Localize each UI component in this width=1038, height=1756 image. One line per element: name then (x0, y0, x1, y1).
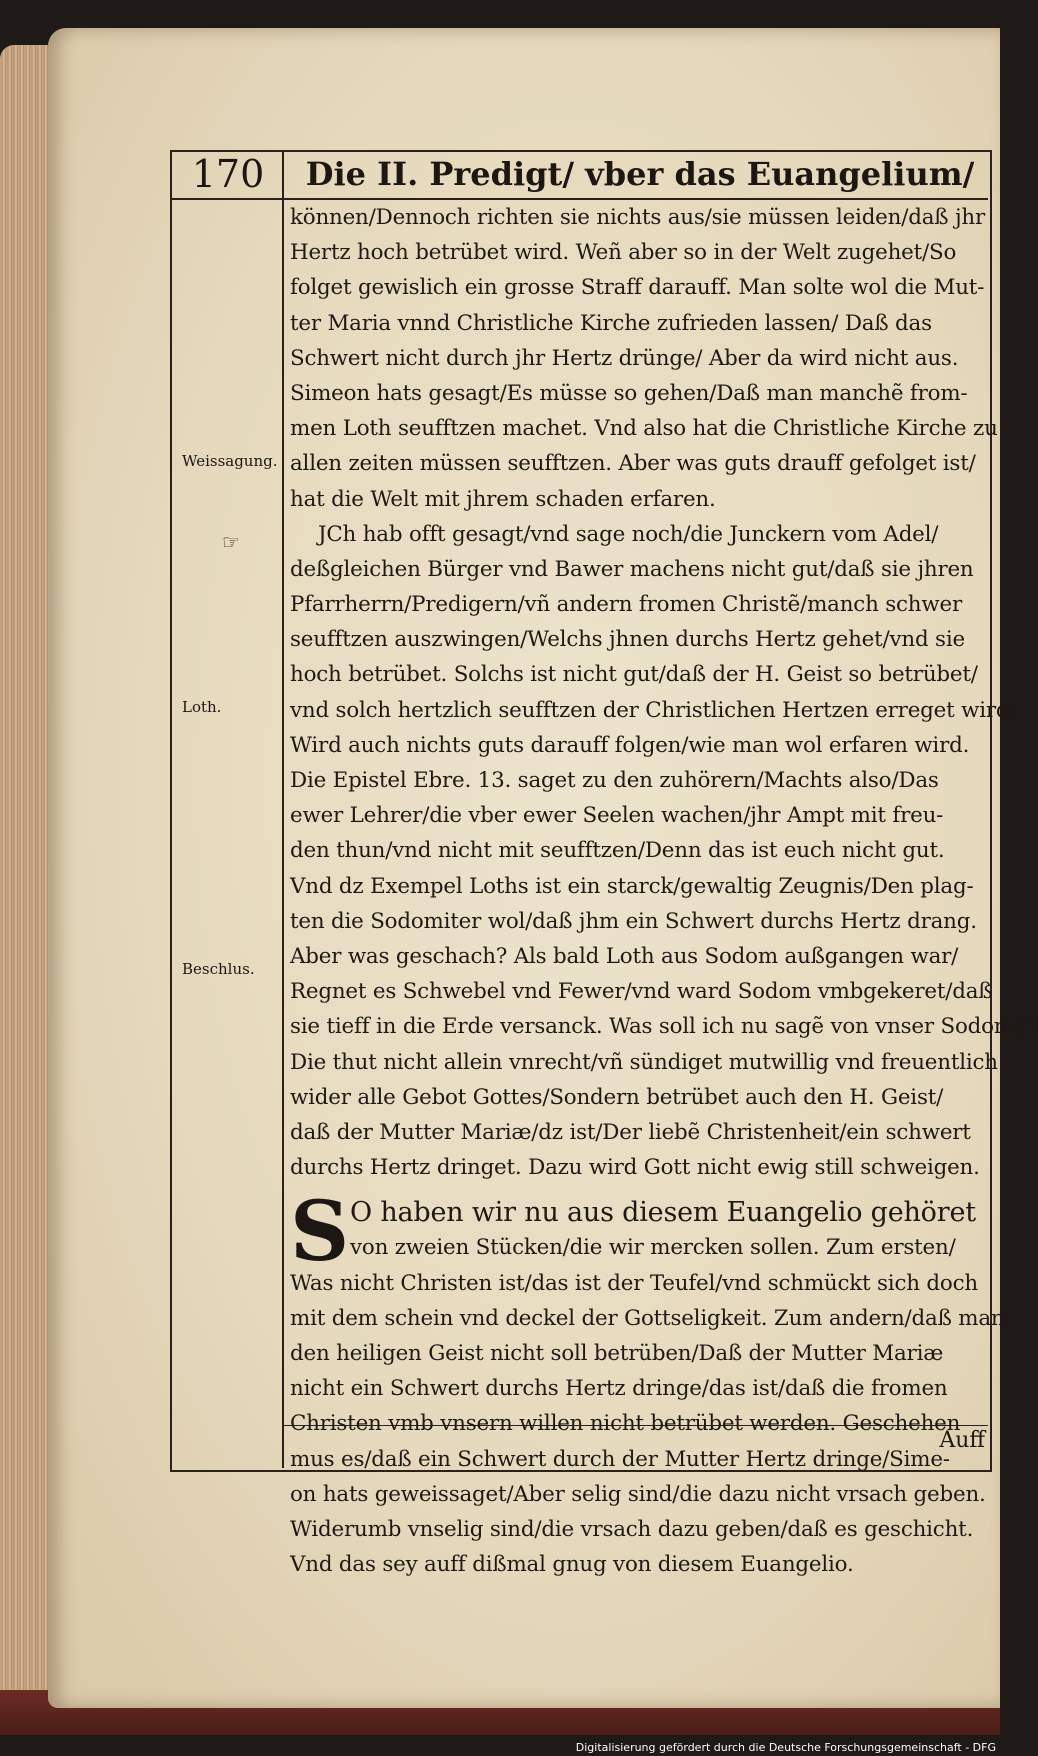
page-number: 170 (191, 152, 265, 196)
text-line: hat die Welt mit jhrem schaden erfaren. (290, 486, 716, 512)
marginal-note-loth: Loth. (182, 698, 222, 716)
text-line: O haben wir nu aus diesem Euangelio gehöret (350, 1197, 976, 1229)
text-line: durchs Hertz dringet. Dazu wird Gott nicht ewig still schweigen. (290, 1155, 980, 1181)
text-line: hoch betrübet. Solchs ist nicht gut/daß der H. Geist so betrübet/ (290, 662, 978, 688)
text-line: Was nicht Christen ist/das ist der Teufel/vnd schmückt sich doch (290, 1270, 978, 1296)
text-line: daß der Mutter Mariæ/dz ist/Der liebẽ Christenheit/ein schwert (290, 1119, 971, 1145)
text-line: Die thut nicht allein vnrecht/vñ sündiget mutwillig vnd freuentlich (290, 1049, 998, 1075)
margin-divider (282, 198, 284, 1468)
text-line: den thun/vnd nicht mit seufftzen/Denn das ist euch nicht gut. (290, 838, 945, 864)
text-line: Vnd dz Exempel Loths ist ein starck/gewaltig Zeugnis/Den plag- (290, 873, 974, 899)
paragraph-gap (290, 1185, 980, 1195)
text-line: sie tieff in die Erde versanck. Was soll ich nu sagẽ von vnser Sodoma? (290, 1014, 1038, 1040)
body-text (290, 200, 1038, 1582)
text-line: den heiligen Geist nicht soll betrüben/Daß der Mutter Mariæ (290, 1341, 944, 1366)
text-line: nicht ein Schwert durchs Hertz dringe/das ist/daß die fromen (290, 1376, 948, 1402)
catchword: Auff (939, 1428, 985, 1453)
text-line: Christen vmb vnsern willen nicht betrübet werden. Geschehen (290, 1411, 961, 1437)
text-line: können/Dennoch richten sie nichts aus/sie müssen leiden/daß jhr (290, 205, 985, 230)
text-line: von zweien Stücken/die wir mercken sollen. Zum ersten/ (350, 1235, 956, 1261)
text-line: Wird auch nichts guts darauff folgen/wie man wol erfaren wird. (290, 732, 970, 758)
marginal-note-weissagung: Weissagung. (182, 452, 278, 470)
text-line: ter Maria vnnd Christliche Kirche zufrieden lassen/ Daß das (290, 310, 932, 336)
text-line: mus es/daß ein Schwert durch der Mutter Hertz dringe/Sime- (290, 1446, 950, 1472)
text-line: Simeon hats gesagt/Es müsse so gehen/Daß man manchẽ from- (290, 380, 968, 406)
drop-capital: S (290, 1184, 350, 1281)
digitization-credit: Digitalisierung gefördert durch die Deutsche Forschungsgemeinschaft - DFG (575, 1741, 996, 1754)
text-line: men Loth seufftzen machet. Vnd also hat die Christliche Kirche zu (290, 416, 998, 442)
running-head: Die II. Predigt/ vber das Euangelium/ (305, 155, 975, 193)
text-line: Hertz hoch betrübet wird. Weñ aber so in der Welt zugehet/So (290, 240, 957, 266)
text-line: vnd solch hertzlich seufftzen der Christlichen Hertzen erreget wird/ (290, 697, 1017, 723)
text-line: Pfarrherrn/Predigern/vñ andern fromen Christẽ/manch schwer (290, 592, 962, 618)
text-line: Widerumb vnselig sind/die vrsach dazu geben/daß es geschicht. (290, 1516, 974, 1542)
text-line: folget gewislich ein grosse Straff darauff. Man solte wol die Mut- (290, 275, 985, 301)
text-line: Vnd das sey auff dißmal gnug von diesem Euangelio. (290, 1552, 854, 1578)
text-line: seufftzen auszwingen/Welchs jhnen durchs Hertz gehet/vnd sie (290, 627, 965, 653)
text-line: deßgleichen Bürger vnd Bawer machens nicht gut/daß sie jhren (290, 556, 974, 582)
text-line: allen zeiten müssen seufftzen. Aber was guts drauff gefolget ist/ (290, 451, 976, 477)
header-divider (282, 150, 284, 198)
text-line: Die Epistel Ebre. 13. saget zu den zuhörern/Machts also/Das (290, 768, 939, 793)
text-line: Regnet es Schwebel vnd Fewer/vnd ward Sodom vmbgekeret/daß (290, 979, 993, 1005)
text-line: on hats geweissaget/Aber selig sind/die dazu nicht vrsach geben. (290, 1481, 986, 1507)
text-line: wider alle Gebot Gottes/Sondern betrübet auch den H. Geist/ (290, 1084, 944, 1110)
text-line: ten die Sodomiter wol/daß jhm ein Schwert durchs Hertz drang. (290, 908, 977, 934)
pointing-hand-icon: ☞ (222, 530, 240, 554)
text-line: Schwert nicht durch jhr Hertz drünge/ Aber da wird nicht aus. (290, 345, 959, 371)
text-line: JCh hab offt gesagt/vnd sage noch/die Junckern vom Adel/ (318, 521, 939, 547)
text-line: ewer Lehrer/die vber ewer Seelen wachen/jhr Ampt mit freu- (290, 803, 944, 829)
text-line: mit dem schein vnd deckel der Gottseligkeit. Zum andern/daß man (290, 1305, 1005, 1331)
marginal-note-beschlus: Beschlus. (182, 960, 255, 978)
text-line: Aber was geschach? Als bald Loth aus Sodom außgangen war/ (290, 943, 959, 969)
